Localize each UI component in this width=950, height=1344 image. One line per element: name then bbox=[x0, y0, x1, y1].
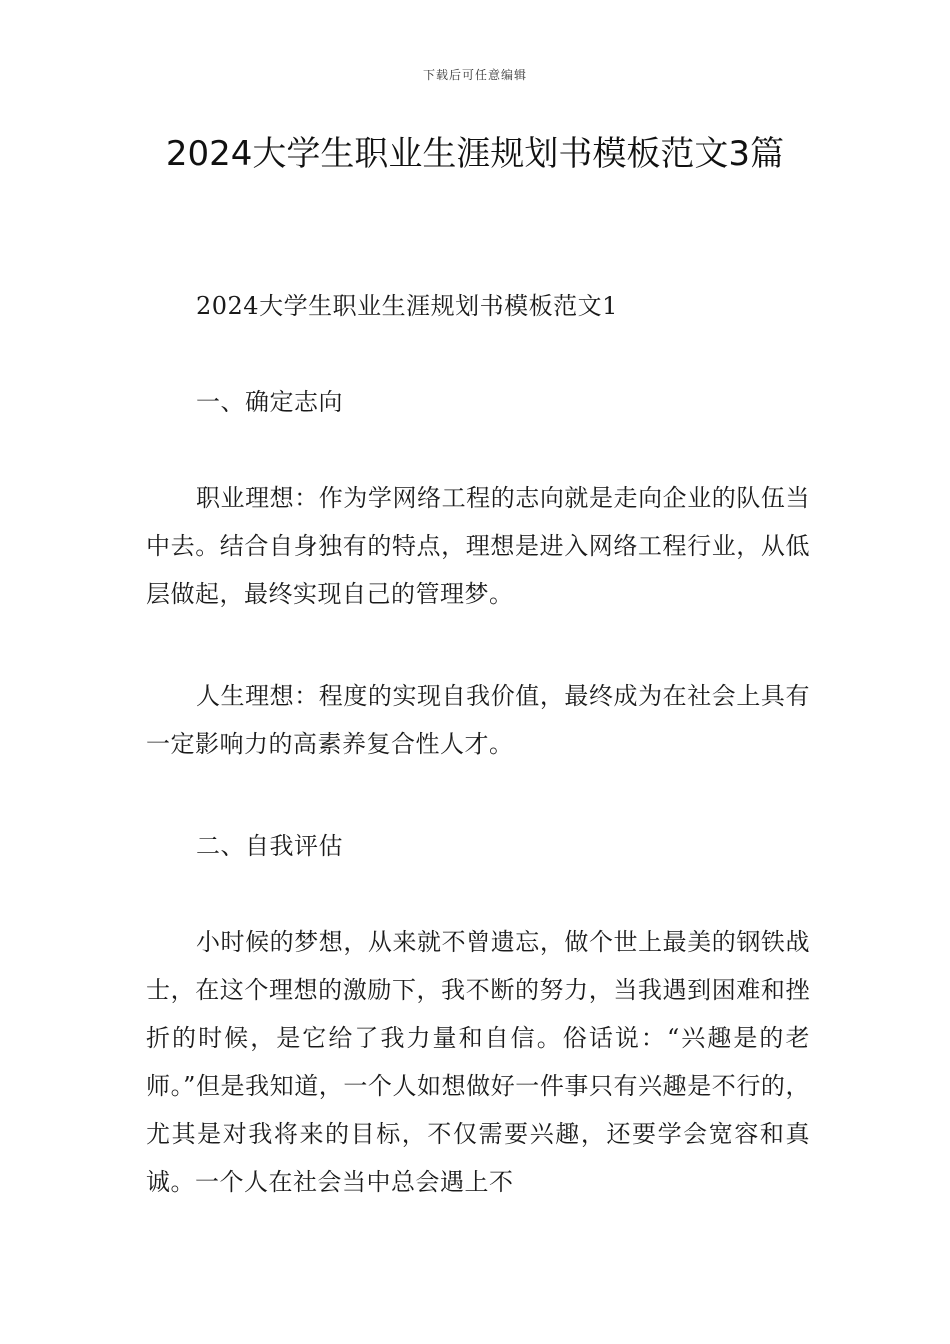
paragraph: 人生理想：程度的实现自我价值，最终成为在社会上具有一定影响力的高素养复合性人才。 bbox=[146, 682, 810, 758]
paragraph: 小时候的梦想，从来就不曾遗忘，做个世上最美的钢铁战士，在这个理想的激励下，我不断的努力，当我遇到困难和挫折的时候，是它给了我力量和自信。俗话说：“兴趣是的老师。”但是我知道，一个人如想做好一件事只有兴趣是不行的，尤其是对我将来的目标，不仅需要兴趣，还要学会宽容和真诚。一个人在社会当中总会遇上不 bbox=[146, 928, 810, 1196]
paragraph: 职业理想：作为学网络工程的志向就是走向企业的队伍当中去。结合自身独有的特点，理想是进入网络工程行业，从低层做起，最终实现自己的管理梦。 bbox=[146, 484, 810, 608]
section-heading: 一、确定志向 bbox=[196, 388, 343, 416]
section-subtitle: 2024大学生职业生涯规划书模板范文1 bbox=[196, 292, 618, 320]
document-title: 2024大学生职业生涯规划书模板范文3篇 bbox=[165, 134, 785, 174]
header-note: 下载后可任意编辑 bbox=[422, 68, 527, 82]
section-heading: 二、自我评估 bbox=[196, 832, 343, 860]
